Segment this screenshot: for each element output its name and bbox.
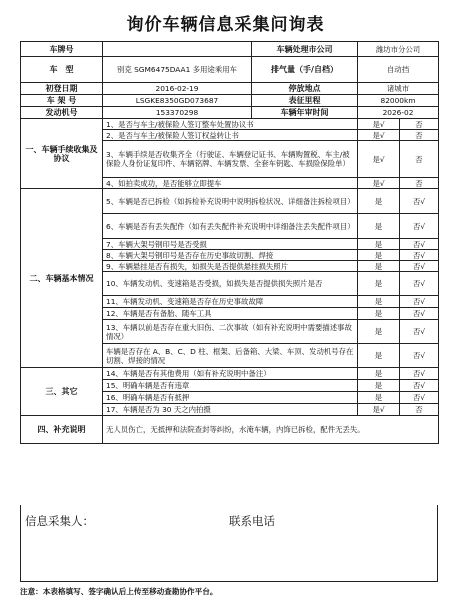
item-text: 8、车辆大架号钢印号是否存在历史事故切割、焊接 [103, 250, 358, 261]
item-text: 6、车辆是否有丢失配件（如有丢失配件补充说明中详细备注丢失配件项目） [103, 214, 358, 239]
engine-label: 发动机号 [21, 107, 103, 119]
item-yes: 是 [358, 239, 400, 250]
item-text: 13、车辆以前是否存在重大旧伤、二次事故（如有补充说明中需要描述事故情况） [103, 320, 358, 344]
signature-area [20, 505, 438, 582]
item-no: 否√ [400, 261, 439, 272]
item-yes: 是 [358, 380, 400, 392]
section-label: 一、车辆手续收集及协议 [21, 119, 103, 189]
supplement-label: 四、补充说明 [21, 416, 103, 444]
item-text: 4、如拍卖成功，是否能够立即提车 [103, 178, 358, 189]
item-yes: 是 [358, 272, 400, 296]
item-no: 否 [400, 119, 439, 130]
item-no: 否√ [400, 392, 439, 404]
item-no: 否 [400, 178, 439, 189]
mileage-label: 表征里程 [252, 95, 358, 107]
item-text: 15、明确车辆是否有违章 [103, 380, 358, 392]
office-label: 车辆处理市公司 [252, 42, 358, 57]
item-no: 否 [400, 404, 439, 416]
item-yes: 是 [358, 320, 400, 344]
item-yes: 是√ [358, 178, 400, 189]
supplement-text: 无人员伤亡，无抵押和法院查封等纠纷，水淹车辆，内饰已拆检，配件无丢失。 [103, 416, 439, 444]
reg-date-label: 初登日期 [21, 83, 103, 95]
footer-note: 注意：本表格填写、签字确认后上传至移动查勘协作平台。 [20, 587, 218, 596]
item-text: 10、车辆发动机、变速箱是否受损，如损失是否提供损失照片是否 [103, 272, 358, 296]
item-yes: 是 [358, 214, 400, 239]
item-no: 否√ [400, 272, 439, 296]
item-yes: 是 [358, 344, 400, 368]
item-no: 否√ [400, 368, 439, 380]
item-no: 否√ [400, 308, 439, 320]
item-yes: 是 [358, 250, 400, 261]
item-text: 14、车辆是否有其他费用（如有补充说明中备注） [103, 368, 358, 380]
form-title: 询价车辆信息采集问询表 [126, 15, 325, 35]
item-text: 3、车辆手续是否收集齐全（行驶证、车辆登记证书、车辆购置税、车主/被保险人身份证复印件、车辆铭牌、车辆发票、全套车钥匙、车损险保险单） [103, 141, 358, 178]
park-label: 停放地点 [252, 83, 358, 95]
item-text: 车辆是否存在 A、B、C、D 柱、框架、后备箱、大梁、车顶、发动机号存在切割、焊接的情况 [103, 344, 358, 368]
item-no: 否√ [400, 380, 439, 392]
item-no: 否√ [400, 344, 439, 368]
plate-label: 车牌号 [21, 42, 103, 57]
item-no: 否√ [400, 296, 439, 308]
collector-label: 信息采集人： [25, 514, 94, 528]
vin-value: LSGKE8350GD073687 [103, 95, 252, 107]
item-no: 否 [400, 130, 439, 141]
item-text: 2、是否与车主/被保险人签订权益转让书 [103, 130, 358, 141]
reg-date-value: 2016-02-19 [103, 83, 252, 95]
item-text: 17、车辆是否为 30 天之内拍摄 [103, 404, 358, 416]
item-yes: 是√ [358, 141, 400, 178]
section-label: 二、车辆基本情况 [21, 189, 103, 368]
item-text: 11、车辆发动机、变速箱是否存在历史事故故障 [103, 296, 358, 308]
office-value: 潍坊市分公司 [358, 42, 439, 57]
item-text: 9、车辆悬挂是否有损失，如损失是否提供悬挂损失照片 [103, 261, 358, 272]
park-value: 诸城市 [358, 83, 439, 95]
plate-value [103, 42, 252, 57]
item-no: 否√ [400, 250, 439, 261]
item-text: 5、车辆是否已拆检（如拆检补充说明中说明拆检状况、详细备注拆检项目） [103, 189, 358, 214]
item-yes: 是 [358, 308, 400, 320]
vin-label: 车 架 号 [21, 95, 103, 107]
item-text: 12、车辆是否有备胎、随车工具 [103, 308, 358, 320]
inquiry-table [20, 41, 439, 444]
item-no: 否√ [400, 239, 439, 250]
item-yes: 是 [358, 189, 400, 214]
item-yes: 是√ [358, 404, 400, 416]
item-text: 1、是否与车主/被保险人签订整车处置协议书 [103, 119, 358, 130]
item-yes: 是 [358, 296, 400, 308]
item-no: 否√ [400, 214, 439, 239]
item-yes: 是 [358, 392, 400, 404]
inspection-label: 车辆年审时间 [252, 107, 358, 119]
item-no: 否 [400, 141, 439, 178]
item-yes: 是 [358, 368, 400, 380]
item-yes: 是√ [358, 119, 400, 130]
item-no: 否√ [400, 320, 439, 344]
transmission-value: 自动挡 [358, 57, 439, 83]
phone-label: 联系电话 [229, 514, 275, 528]
transmission-label: 排气量（手/自档） [252, 57, 358, 83]
item-yes: 是√ [358, 130, 400, 141]
mileage-value: 82000km [358, 95, 439, 107]
model-label: 车 型 [21, 57, 103, 83]
item-yes: 是 [358, 261, 400, 272]
engine-value: 153370298 [103, 107, 252, 119]
inspection-value: 2026-02 [358, 107, 439, 119]
model-value: 别克 SGM6475DAA1 多用途乘用车 [103, 57, 252, 83]
item-text: 16、明确车辆是否有抵押 [103, 392, 358, 404]
item-text: 7、车辆大架号钢印号是否受损 [103, 239, 358, 250]
item-no: 否√ [400, 189, 439, 214]
section-label: 三、其它 [21, 368, 103, 416]
